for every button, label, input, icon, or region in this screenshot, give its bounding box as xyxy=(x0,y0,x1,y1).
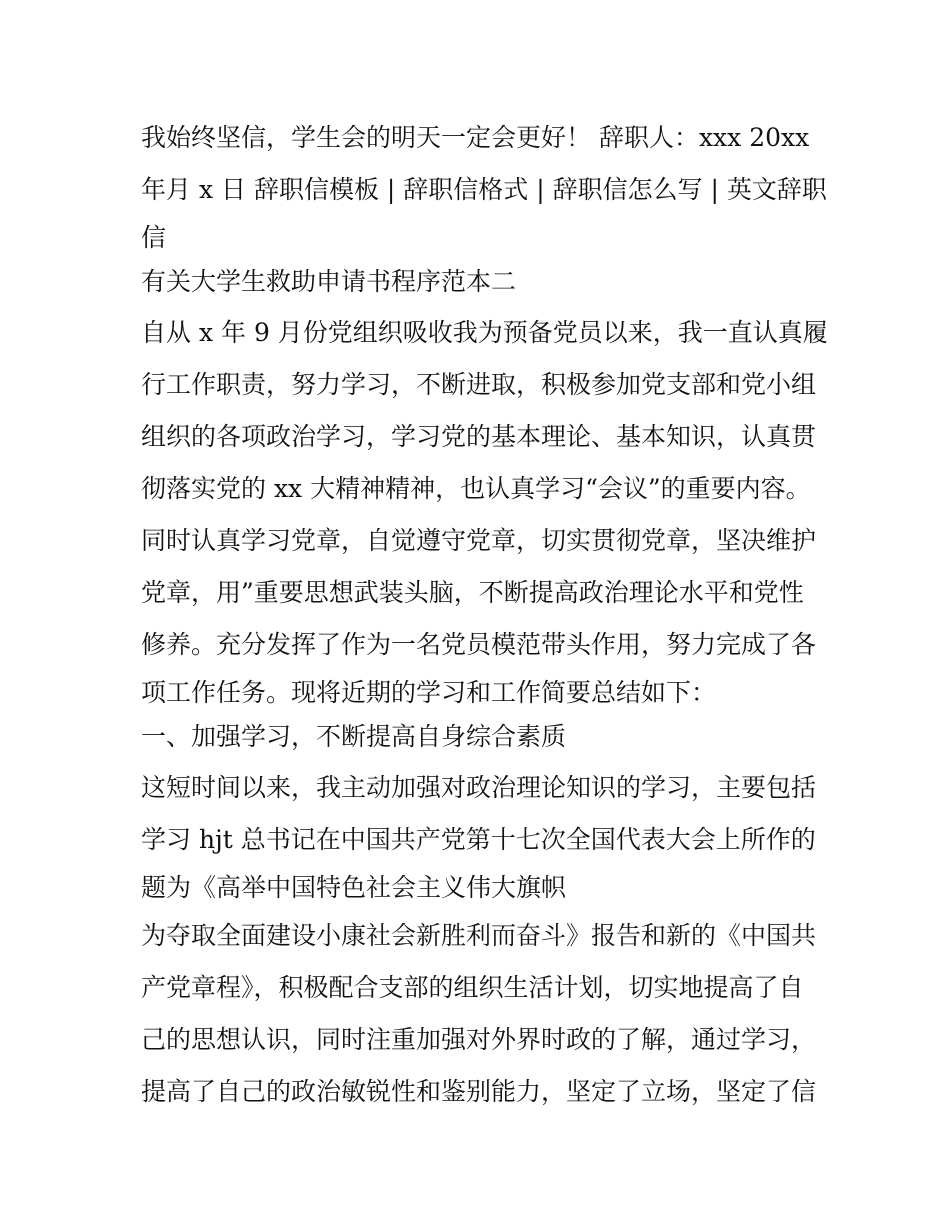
text-line: 这短时间以来，我主动加强对政治理论知识的学习，主要包括 xyxy=(141,773,817,802)
section-title: 有关大学生救助申请书程序范本二 xyxy=(141,267,517,296)
text-line: 自从 x 年 9 月份党组织吸收我为预备党员以来，我一直认真履 xyxy=(141,318,828,347)
text-line: 提高了自己的政治敏锐性和鉴别能力，坚定了立场，坚定了信 xyxy=(141,1077,817,1106)
text-line: 产党章程》，积极配合支部的组织生活计划，切实地提高了自 xyxy=(141,973,804,1002)
document-body xyxy=(141,112,828,1118)
text-line: 组织的各项政治学习，学习党的基本理论、基本知识，认真贯 xyxy=(141,422,817,451)
text-line: 彻落实党的 xx 大精神精神，也认真学习“会议”的重要内容。 xyxy=(141,474,811,503)
text-line: 学习 hjt 总书记在中国共产党第十七次全国代表大会上所作的 xyxy=(141,825,816,854)
text-line: 项工作任务。现将近期的学习和工作简要总结如下： xyxy=(141,678,717,707)
section-heading: 一、加强学习，不断提高自身综合素质 xyxy=(141,722,567,751)
text-line: 行工作职责，努力学习，不断进取，积极参加党支部和党小组 xyxy=(141,370,817,399)
text-line: 题为《高举中国特色社会主义伟大旗帜 xyxy=(141,873,567,902)
text-line: 同时认真学习党章，自觉遵守党章，切实贯彻党章，坚决维护 xyxy=(141,526,817,555)
text-line: 年月 x 日 辞职信模板 | 辞职信格式 | 辞职信怎么写 | 英文辞职 xyxy=(141,175,827,204)
text-line: 修养。充分发挥了作为一名党员模范带头作用，努力完成了各 xyxy=(141,630,817,659)
text-line: 己的思想认识，同时注重加强对外界时政的了解，通过学习， xyxy=(141,1025,817,1054)
text-line: 信 xyxy=(141,223,167,252)
text-line: 党章，用”重要思想武装头脑，不断提高政治理论水平和党性 xyxy=(141,578,804,607)
text-line: 为夺取全面建设小康社会新胜利而奋斗》报告和新的《中国共 xyxy=(141,921,817,950)
text-line: 我始终坚信，学生会的明天一定会更好！ 辞职人：xxx 20xx xyxy=(141,123,810,152)
